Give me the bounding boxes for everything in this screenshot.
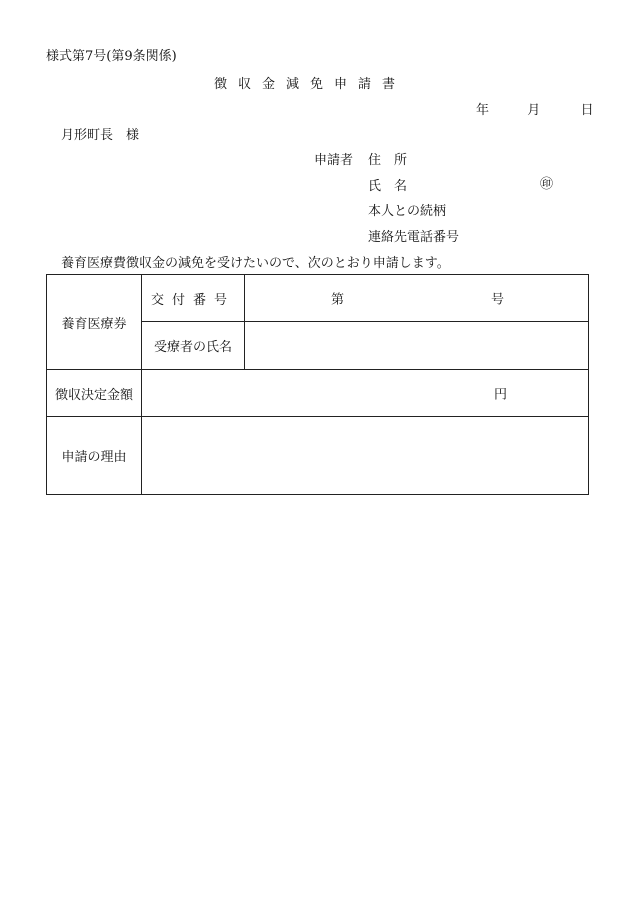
date-month: 月 (527, 103, 541, 118)
addressee: 月形町長 様 (61, 128, 140, 143)
applicant-label: 申請者 (314, 153, 354, 168)
amount-field[interactable] (142, 370, 589, 417)
amount-unit: 円 (494, 387, 508, 403)
amount-label: 徴収決定金額 (47, 370, 142, 417)
patient-name-label: 受療者の氏名 (142, 322, 245, 370)
application-table (46, 274, 589, 495)
seal-mark-icon: ㊞ (540, 177, 554, 192)
form-number: 様式第7号(第9条関係) (46, 49, 177, 64)
reason-field[interactable] (142, 417, 589, 495)
intro-text: 養育医療費徴収金の減免を受けたいので、次のとおり申請します。 (61, 256, 450, 271)
date-year: 年 (476, 103, 490, 118)
date-line (476, 104, 594, 117)
certificate-label: 養育医療券 (47, 275, 142, 370)
document-title: 徴収金減免申請書 (214, 77, 407, 92)
address-label: 住 所 (368, 153, 408, 168)
relationship-label: 本人との続柄 (368, 204, 447, 219)
date-day: 日 (580, 103, 594, 118)
reason-label: 申請の理由 (47, 417, 142, 495)
issue-number-prefix: 第 (331, 292, 345, 308)
phone-label: 連絡先電話番号 (368, 230, 460, 245)
issue-number-label: 交付番号 (142, 275, 245, 322)
issue-number-suffix: 号 (491, 292, 505, 308)
issue-number-field[interactable] (245, 275, 589, 322)
name-label: 氏 名 (368, 179, 408, 194)
patient-name-field[interactable] (245, 322, 589, 370)
